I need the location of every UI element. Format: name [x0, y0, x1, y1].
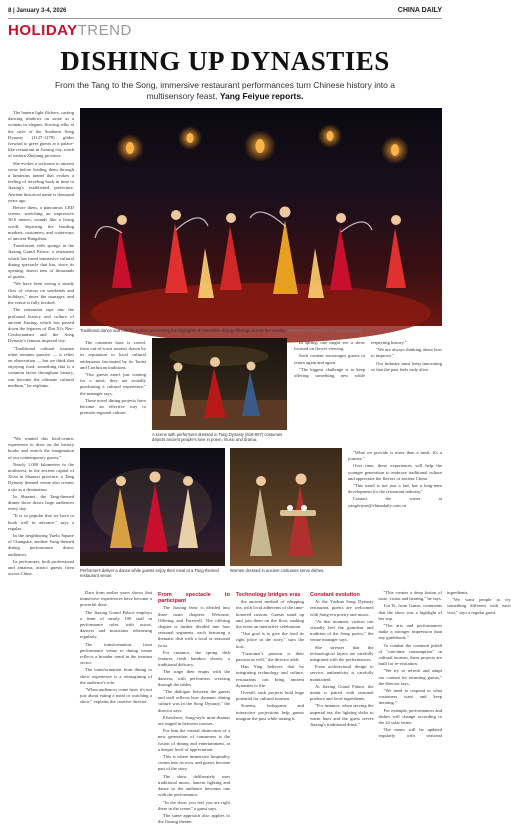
article-paragraph: The Jiaxing Grand Palace employs a team of nearly 100 staff in performance roles, with actors, dancers and musicians rehearsing regularly. — [80, 609, 152, 640]
article-column-1 — [8, 110, 74, 430]
article-paragraph: Over time, these experiences will help the younger generation to embrace traditional culture and appreciate the flavors of ancient China. — [348, 463, 442, 481]
article-paragraph: "In the show you feel you are right there in the scene," a guest says. — [158, 799, 230, 811]
article-paragraph: "We try to refresh and adapt our content for returning guests," the director says. — [378, 668, 442, 686]
article-paragraph: Its performers, both professional and amateur, attract guests from across China. — [8, 558, 74, 577]
article-paragraph: The show deliberately uses traditional music, lantern lighting and dance so the audience becomes one with the performance. — [158, 773, 230, 798]
article-paragraph: For him the central distinction of a new generation of consumers is the fusion of dining and entertainment, at a deeper level of appreciation. — [158, 728, 230, 752]
article-column-8 — [236, 590, 304, 741]
top-caption-credit: PHOTOS PROVIDED TO CHINA DAILY — [287, 328, 362, 333]
article-paragraph: "Traditional cultural tourism often remains passive — it relies on observation — but we think that enjoying food, something that is a common factor throughout history, can become the ultimate cultural medium," he explains. — [8, 345, 74, 388]
article-paragraph: To combat the common pitfall of "one-time consumption" in cultural tourism, these projects are built for re-visitation. — [378, 642, 442, 667]
article-column-2 — [80, 340, 146, 430]
headline: DISHING UP DYNASTIES — [60, 46, 390, 76]
subsection-heading: Technology bridges eras — [236, 592, 301, 598]
page-header — [8, 6, 442, 19]
article-paragraph: "This trend is not just a fad, but a long-term development for the restaurant industry." — [348, 483, 442, 495]
article-column-3 — [294, 340, 442, 450]
serving-illustration — [230, 448, 342, 566]
article-paragraph: "We want people to try something different with each visit," says a regular guest. — [447, 597, 511, 615]
article-paragraph: the ancient method of whipping tea, with local adherents of the time-honored custom. Guests stand up and join them on the floor, making the event an interactive celebration. — [236, 599, 304, 630]
article-paragraph: "This creates a deep fusion of taste, vision and hearing," he says. — [378, 590, 442, 602]
article-paragraph: For instance, the spring dish features fresh bamboo shoots, a traditional delicacy. — [158, 649, 230, 668]
subsection-heading: Constant evolution — [310, 592, 360, 598]
article-paragraph: "The dialogue between the guests and staff reflects how dynamic dining culture was in the Song Dynasty," the director says. — [158, 689, 230, 713]
top-photo-dance-scene — [80, 108, 442, 326]
article-paragraph: The restaurant taps into the profound history and culture of ancient Jiaxing, which has passed down the legacies of Zhu Xi's Neo-Confucianism and the Song Dynasty's famous imperial city. — [8, 307, 74, 344]
article-paragraph: These novel dining projects have become an effective way to promote regional culture. — [80, 397, 146, 416]
subhead-text: From the Tang to the Song, immersive restaurant performances turn Chinese history into a multisensory feast, — [54, 80, 395, 101]
article-paragraph: Our industry must keep innovating so that the past feels truly alive. — [371, 360, 442, 372]
article-paragraph: The transformation from performance venue to dining venue reflects a broader trend in the tourism sector. — [80, 641, 152, 666]
article-paragraph: "We need to respond to what customers want and keep iterating." — [378, 688, 442, 706]
article-paragraph: "The arts and performances make a stronger impression than any guidebook." — [378, 623, 442, 641]
article-paragraph: "Our goal is to give the food its right place in the story," says the host. — [236, 631, 304, 649]
article-paragraph: The customer base is varied, from out-of-town tourists drawn by its reputation to local cultural enthusiasts fascinated by its Taoist and Confucian traditions. — [80, 340, 146, 370]
dance-scene-illustration — [80, 108, 442, 326]
article-column-4 — [348, 450, 442, 580]
article-paragraph: The lantern light flickers, casting dancing shadows on stone as a woman in elegant, flowing silks at the style of the Southern Song Dynasty (1127-1279) glides forward to greet guests at a palace-like restaurant in Jiaxing city, north of eastern Zhejiang province. — [8, 110, 74, 159]
bottom-right-photo — [230, 448, 342, 566]
middle-photo-stage-scene — [152, 338, 287, 430]
article-column-9 — [310, 590, 511, 741]
article-paragraph: "For instance, when serving the imperial tea, the lighting shifts to warm hues and the guest serves Jiaxing's traditional drink." — [310, 703, 374, 728]
article-paragraph: "It is so popular that we have to book well in advance," says a regular. — [8, 513, 74, 531]
article-paragraph: For example, performances and dishes will change according to the 24 solar terms. — [378, 707, 442, 726]
subhead — [40, 80, 410, 102]
stage-scene-illustration — [152, 338, 287, 430]
article-paragraph: This is where immersive hospitality comes into its own, and guests become part of the story. — [158, 754, 230, 772]
article-paragraph: In spring, one might see a show focused on flower viewing. — [294, 340, 365, 352]
article-paragraph: She stresses that the technological layers are carefully integrated with the performances. — [310, 644, 374, 663]
subsection-heading: From spectacle to participant — [158, 592, 230, 605]
article-paragraph: Liu Yi, from Gansu, comments that the show was a highlight of her trip. — [378, 603, 442, 621]
article-paragraph: The same approach also applies to the Jiaxing theater. — [158, 812, 230, 825]
article-paragraph: Han Ying believes that by integrating technology and culture, restaurants can bring ancient dynasties to life. — [236, 664, 304, 688]
article-column-5 — [8, 436, 74, 741]
masthead-brand: CHINA DAILY — [397, 7, 442, 14]
article-paragraph: At the Yaohua Song Dynasty restaurant, guests are welcomed with Song-era poetry and music. — [310, 599, 374, 617]
article-paragraph: The menu will be updated regularly with seasonal ingredients. — [378, 590, 469, 739]
article-paragraph: "What we provide is more than a meal. It's a journey." — [348, 450, 442, 462]
article-paragraph: "At that moment, visitors can visually feel the grandeur and tradition of the Song poetry," the venue manager says. — [310, 618, 374, 643]
article-paragraph: At Jiaxing Grand Palace, the menu is paired with seasonal produce and local ingredients. — [310, 683, 374, 702]
article-paragraph: The stage then erupts with the dancers, with performers weaving through the tables. — [158, 669, 230, 687]
article-paragraph: Before them, a panoramic LED screen, stretching an impressive 30.6 meters, sounds like a living scroll, depicting the bustling markets, customers, and waterways of ancient Hangzhou. — [8, 205, 74, 242]
section-title-part1: HOLIDAY — [8, 22, 78, 39]
top-caption-text: Traditional dance and folk life scenes are among the highlights of immersive dining offerings across the country. — [80, 328, 287, 333]
article-paragraph: Data from earlier years shows that immersive experiences have become a powerful draw. — [80, 590, 152, 608]
article-paragraph: She evokes a welcome to ancient verse before leading them through a luminous tunnel that evokes a feeling of traveling back in time to Jiaxing's established prefecture. Ancient historical name is thousand years ago. — [8, 160, 74, 203]
byline: Yang Feiyue reports. — [219, 91, 304, 101]
section-title — [8, 22, 132, 39]
section-title-part2: TREND — [77, 22, 132, 39]
article-paragraph: Contact the writer at yangfeiyue@chinadaily.com.cn — [348, 496, 442, 508]
article-column-6 — [80, 590, 152, 741]
article-paragraph: "When audiences come here, it's not just about eating a meal or watching a show," explains the creative director. — [80, 687, 152, 705]
article-paragraph: "We are always thinking about how to improve." — [371, 347, 442, 359]
article-paragraph: From architectural design to service, authenticity is carefully maintained. — [310, 664, 374, 682]
article-paragraph: Overall, such projects hold huge potential for cultural tourism. — [236, 690, 304, 702]
article-paragraph: In the neighboring Yuelu Square of Changsha, another Song-themed dining performance draws audiences. — [8, 533, 74, 557]
article-paragraph: Nearly 1,000 kilometers to the northwest, in the ancient capital of Xi'an in Shaanxi province, a Tang Dynasty themed venue also creates a stir as a destination. — [8, 461, 74, 492]
article-paragraph: "We have been seeing a steady flow of visitors on weekends and holidays," notes the manager, and the venue is fully booked. — [8, 281, 74, 306]
article-column-7 — [158, 590, 230, 825]
article-paragraph: Such content encourages guests to return again and again. — [294, 353, 365, 365]
article-paragraph: The Jiaxing feast is divided into three main chapters: Welcome, Offering and Farewell. The offering chapter is further divided into four seasonal segments, each featuring a thematic dish with a local or seasonal twist. — [158, 605, 230, 648]
bottom-left-caption: Performers deliver a dance while guests enjoy their meal at a Tang-themed restaurant venue. — [80, 568, 219, 579]
bottom-left-photo — [80, 448, 225, 566]
article-paragraph: The transformation from dining to show experience is a reimagining of the audience's role. — [80, 667, 152, 685]
performance-illustration — [80, 448, 225, 566]
page-info: 8 | January 3-4, 2026 — [8, 8, 67, 14]
article-paragraph: "The biggest challenge is to keep offering something new while respecting history." — [294, 340, 407, 379]
article-paragraph: Translucent veils sponge in the Jiaxing Grand Palace, a restaurant which has fused immersive cultural dining spectacle that has, since its opening, drawn tens of thousands of guests. — [8, 243, 74, 280]
article-paragraph: "Our guests aren't just coming for a meal, they are actually purchasing a cultural experience," the manager says. — [80, 372, 146, 396]
article-paragraph: Screens, holograms and interactive projections help guests imagine the past while tasting it. — [236, 703, 304, 721]
top-photo-caption — [80, 328, 442, 333]
bottom-right-caption: Women dressed in ancient costumes serve dishes. — [230, 568, 325, 573]
middle-photo-caption: A scene with performers dressed in Tang Dynasty (618-907) costumes depicts ancient people's love in poem, music and drama. — [152, 432, 283, 443]
article-paragraph: Elsewhere, Song-style mini-dramas are staged in between courses. — [158, 714, 230, 727]
article-paragraph: "We wanted this food-centric experience to draw on the history books and enrich the imagination of our contemporary guests." — [8, 436, 74, 460]
article-paragraph: In Shaanxi, the Tang-themed dinner show draws large audiences every day. — [8, 493, 74, 512]
article-paragraph: "Customer's passion is their passion as well," the director adds. — [236, 650, 304, 663]
